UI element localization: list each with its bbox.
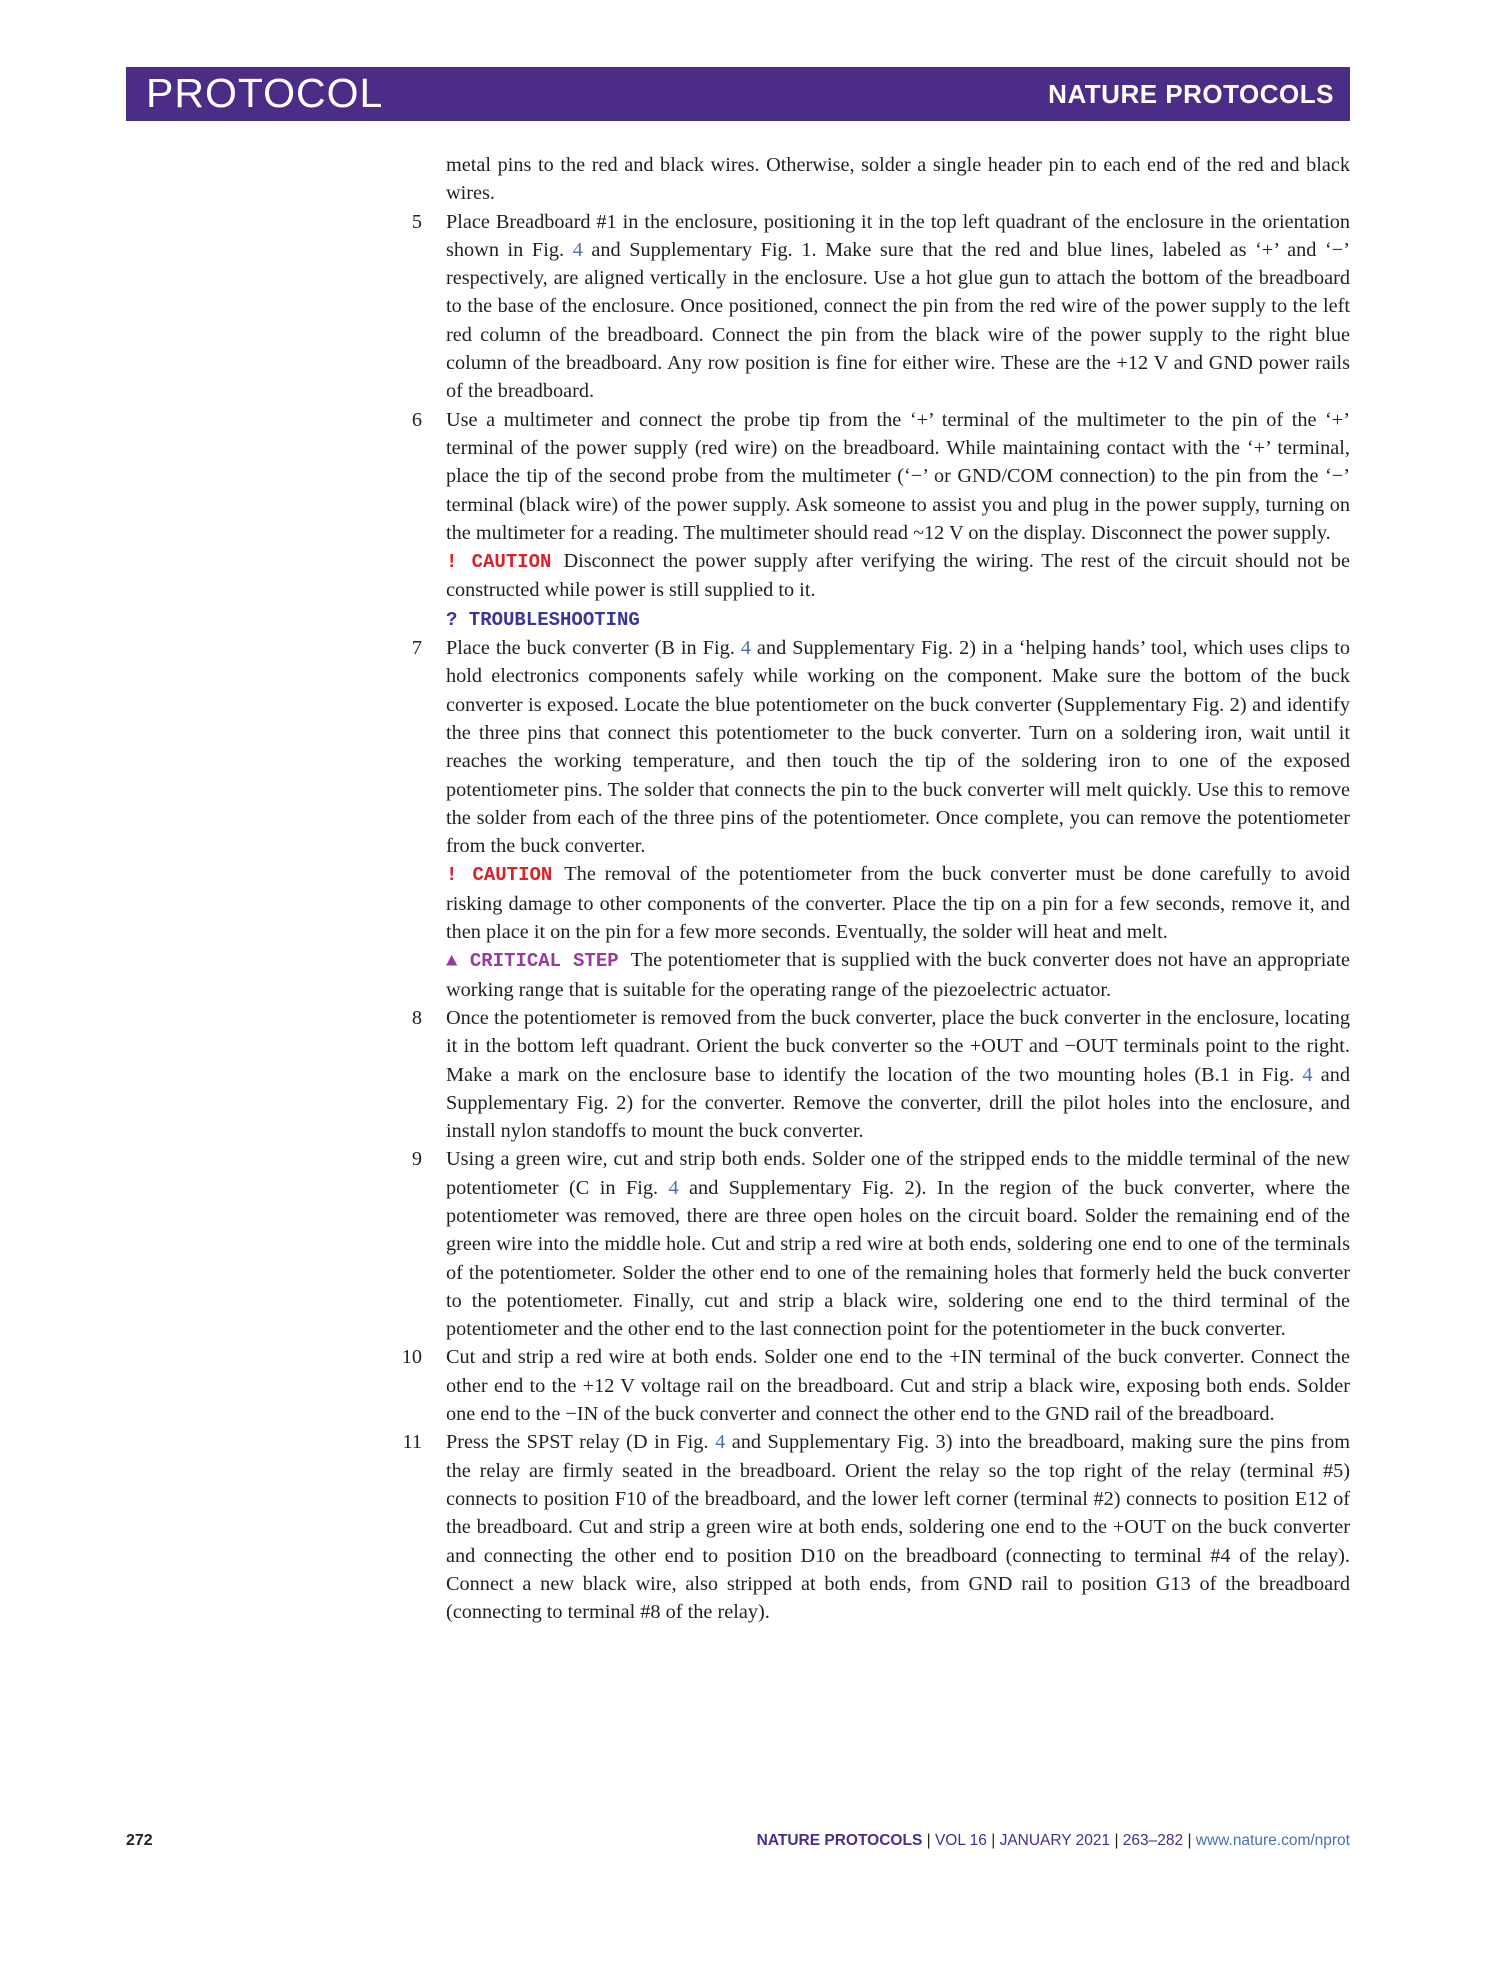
critical-step-label: ▲ CRITICAL STEP	[446, 950, 619, 973]
step-text: Using a green wire, cut and strip both ends. Solder one of the stripped ends to the middle terminal of the new potentiometer (C in Fig.	[446, 1148, 1350, 1199]
step-5	[392, 208, 1350, 406]
footer-journal: NATURE PROTOCOLS	[756, 1832, 923, 1849]
step-text: and Supplementary Fig. 2) in a ‘helping hands’ tool, which uses clips to hold electronics components safely while working on the component. Make sure the bottom of the buck converter is exposed. Locate the blue potentiometer on the buck converter (Supplementary Fig. 2) and identify the three pins that connect this potentiometer to the buck converter. Turn on a soldering iron, wait until it reaches the working temperature, and then touch the tip of the soldering iron to one of the exposed potentiometer pins. The solder that connects the pin to the buck converter will melt quickly. Use this to remove the solder from each of the three pins of the potentiometer. Once complete, you can remove the potentiometer from the buck converter.	[446, 637, 1350, 858]
step-text: Place Breadboard #1 in the enclosure, positioning it in the top left quadrant of the enclosure in the orientation shown in Fig.	[446, 210, 1350, 261]
figure-link[interactable]: 4	[1302, 1063, 1313, 1086]
step-number: 10	[401, 1346, 422, 1369]
critical-step-text: The potentiometer that is supplied with the buck converter does not have an appropriate working range that is suitable for the operating range of the piezoelectric actuator.	[446, 949, 1350, 1001]
step-7	[392, 634, 1350, 860]
step-text: and Supplementary Fig. 1. Make sure that the red and blue lines, labeled as ‘+’ and ‘−’ respectively, are aligned vertically in the enclosure. Use a hot glue gun to attach the bottom of the breadboard to the base of the enclosure. Once positioned, connect the pin from the red wire of the power supply to the left red column of the breadboard. Connect the pin from the black wire of the power supply to the right blue column of the breadboard. Any row position is fine for either wire. These are the +12 V and GND power rails of the breadboard.	[446, 238, 1350, 403]
caution-text: Disconnect the power supply after verifying the wiring. The rest of the circuit should not be constructed while power is still supplied to it.	[446, 550, 1350, 602]
step-text: Press the SPST relay (D in Fig.	[446, 1431, 716, 1454]
figure-link[interactable]: 4	[572, 238, 583, 261]
caution-note	[392, 860, 1350, 946]
step-text: Once the potentiometer is removed from the buck converter, place the buck converter in the enclosure, locating it in the bottom left quadrant. Orient the buck converter so the +OUT and −OUT terminals point to the right. Make a mark on the enclosure base to identify the location of the two mounting holes (B.1 in Fig.	[446, 1006, 1350, 1086]
footer-citation: NATURE PROTOCOLS | VOL 16 | JANUARY 2021 | 263–282 | www.nature.com/nprot	[756, 1832, 1350, 1849]
protocol-body	[392, 151, 1350, 1626]
caution-note	[392, 547, 1350, 605]
footer-pages: 263–282	[1122, 1832, 1184, 1849]
page-number: 272	[126, 1832, 153, 1849]
journal-title: NATURE PROTOCOLS	[1048, 79, 1334, 109]
troubleshooting-note	[392, 605, 1350, 634]
step-11	[392, 1428, 1350, 1626]
figure-link[interactable]: 4	[740, 637, 751, 660]
step-text: and Supplementary Fig. 3) into the breadboard, making sure the pins from the relay are firmly seated in the breadboard. Orient the relay so the top right of the relay (terminal #5) connects to position F10 of the breadboard, and the lower left corner (terminal #2) connects to position E12 of the breadboard. Cut and strip a green wire at both ends, soldering one end to the +OUT on the buck converter and connecting the other end to position D10 on the breadboard (connecting to terminal #4 of the relay). Connect a new black wire, also stripped at both ends, from GND rail to position G13 of the breadboard (connecting to terminal #8 of the relay).	[446, 1431, 1350, 1624]
step-number: 6	[411, 408, 422, 431]
step-continuation	[392, 151, 1350, 208]
critical-step-note	[392, 946, 1350, 1004]
step-8	[392, 1004, 1350, 1145]
step-6	[392, 406, 1350, 547]
step-number: 9	[411, 1148, 422, 1171]
step-text: and Supplementary Fig. 2) for the converter. Remove the converter, drill the pilot holes into the enclosure, and install nylon standoffs to mount the buck converter.	[446, 1063, 1350, 1143]
step-number: 7	[411, 637, 422, 660]
troubleshooting-link[interactable]: ? TROUBLESHOOTING	[446, 608, 640, 631]
step-text: Place the buck converter (B in Fig.	[446, 637, 741, 660]
footer-date: JANUARY 2021	[999, 1832, 1111, 1849]
header-bar	[126, 67, 1350, 121]
step-number: 8	[411, 1006, 422, 1029]
step-10	[392, 1343, 1350, 1428]
figure-link[interactable]: 4	[668, 1176, 679, 1199]
caution-label: ! CAUTION	[446, 551, 552, 574]
step-text: Cut and strip a red wire at both ends. Solder one end to the +IN terminal of the buck converter. Connect the other end to the +12 V voltage rail on the breadboard. Cut and strip a black wire, exposing both ends. Solder one end to the −IN of the buck converter and connect the other end to the GND rail of the breadboard.	[446, 1346, 1350, 1426]
step-text: metal pins to the red and black wires. Otherwise, solder a single header pin to each end of the red and black wires.	[446, 154, 1350, 205]
section-title: PROTOCOL	[146, 70, 384, 116]
footer-volume: VOL 16	[934, 1832, 987, 1849]
step-text: and Supplementary Fig. 2). In the region of the buck converter, where the potentiometer was removed, there are three open holes on the circuit board. Solder the remaining end of the green wire into the middle hole. Cut and strip a red wire at both ends, soldering one end to one of the terminals of the potentiometer. Solder the other end to one of the remaining holes that formerly held the buck converter to the potentiometer. Finally, cut and strip a black wire, soldering one end to the third terminal of the potentiometer and the other end to the last connection point for the potentiometer in the buck converter.	[446, 1176, 1350, 1341]
footer-url[interactable]: www.nature.com/nprot	[1195, 1832, 1350, 1849]
figure-link[interactable]: 4	[715, 1431, 726, 1454]
step-number: 11	[402, 1431, 422, 1454]
caution-text: The removal of the potentiometer from the buck converter must be done carefully to avoid risking damage to other components of the converter. Place the tip on a pin for a few seconds, remove it, and then place it on the pin for a few more seconds. Eventually, the solder will heat and melt.	[446, 863, 1351, 944]
step-number: 5	[411, 210, 422, 233]
caution-label: ! CAUTION	[446, 864, 553, 887]
step-9	[392, 1145, 1350, 1343]
step-text: Use a multimeter and connect the probe tip from the ‘+’ terminal of the multimeter to the pin of the ‘+’ terminal of the power supply (red wire) on the breadboard. While maintaining contact with the ‘+’ terminal, place the tip of the second probe from the multimeter (‘−’ or GND/COM connection) to the pin from the ‘−’ terminal (black wire) of the power supply. Ask someone to assist you and plug in the power supply, turning on the multimeter for a reading. The multimeter should read ~12 V on the display. Disconnect the power supply.	[446, 408, 1350, 544]
